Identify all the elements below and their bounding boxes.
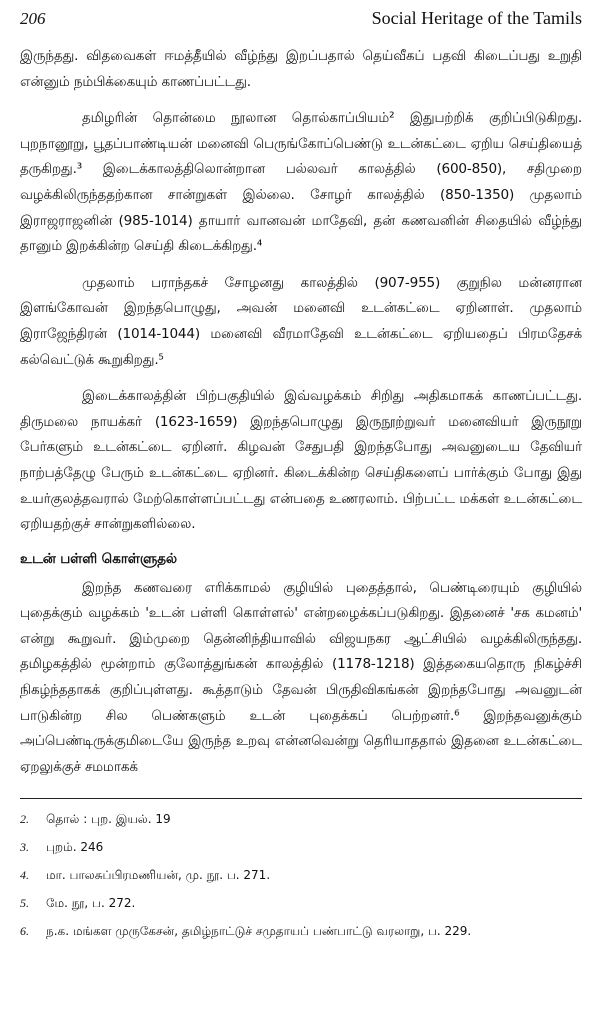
section-heading: உடன் பள்ளி கொள்ளுதல் [20, 550, 177, 567]
footnote [20, 917, 582, 945]
footnote-number: 6. [20, 924, 29, 939]
footnote [20, 861, 582, 889]
footnote-divider [20, 798, 582, 799]
paragraph: இறந்த கணவரை எரிக்காமல் குழியில் புதைத்தால், பெண்டிரையும் குழியில் புதைக்கும் வழக்கம் 'உடன் பள்ளி கொள்ளல்' என்றழைக்கப்படுகிறது. இதனைச் 'சக கமனம்' என்று கூறுவர். இம்முறை தென்னிந்தியாவில் விஜயநகர ஆட்சியில் வழக்கிலிருந்தது. தமிழகத்தில் மூன்றாம் குலோத்துங்கன் காலத்தில் (1178-1218) இத்தகையதொரு நிகழ்ச்சி நிகழ்ந்ததாகக் குறிப்புள்ளது. கூத்தாடும் தேவன் பிருதிவிகங்கன் இறந்தபோது அவனுடன் பாடுகின்ற சில பெண்களும் உடன் புதைக்கப் பெற்றனர்.⁶ இறந்தவனுக்கும் அப்பெண்டிருக்குமிடையே இருந்த உறவு என்னவென்று தெரியாததால் இதனை உடன்கட்டை ஏறலுக்குச் சமமாகக் [20, 579, 582, 775]
paragraph: இடைக்காலத்தின் பிற்பகுதியில் இவ்வழக்கம் சிறிது அதிகமாகக் காணப்பட்டது. திருமலை நாயக்கர் (1623-1659) இறந்தபொழுது இருநூற்றுவர் மனைவியர் இருநூறு பேர்களும் உடன்கட்டை ஏறினர். கிழவன் சேதுபதி இறந்தபோது அவனுடைய தேவியர் நாற்பத்தேழு பேரும் உடன்கட்டை ஏறினர். கிடைக்கின்ற செய்திகளைப் பார்க்கும் போது இது உயர்குலத்தவரால் மேற்கொள்ளப்பட்டது என்பதை உணரலாம். பிற்பட்ட மக்கள் உடன்கட்டை ஏறியதற்குச் சான்றுகளில்லை. [20, 388, 582, 533]
footnote [20, 833, 582, 861]
footnote-text: மே. நூ, ப. 272. [46, 896, 136, 911]
paragraph-continued: இருந்தது. விதவைகள் ஈமத்தீயில் வீழ்ந்து இறப்பதால் தெய்வீகப் பதவி கிடைப்பது உறுதி என்னும் நம்பிக்கையும் காணப்பட்டது. [20, 48, 582, 90]
footnote-number: 5. [20, 896, 29, 911]
page-header [20, 8, 582, 44]
footnote-text: தொல் : புற. இயல். 19 [46, 812, 171, 827]
paragraph: முதலாம் பராந்தகச் சோழனது காலத்தில் (907-955) குறுநில மன்னரான இளங்கோவன் இறந்தபொழுது, அவன் மனைவி உடன்கட்டை ஏறினாள். முதலாம் இராஜேந்திரன் (1014-1044) மனைவி வீரமாதேவி உடன்கட்டை ஏறியதைப் பிரமதேசக் கல்வெட்டுக் கூறுகிறது.⁵ [20, 274, 582, 368]
running-title: Social Heritage of the Tamils [371, 8, 582, 28]
footnote [20, 889, 582, 917]
paragraph: தமிழரின் தொன்மை நூலான தொல்காப்பியம்² இதுபற்றிக் குறிப்பிடுகிறது. புறநானூறு, பூதப்பாண்டியன் மனைவி பெருங்கோப்பெண்டு உடன்கட்டை ஏறிய செய்தியைத் தருகிறது.³ இடைக்காலத்திலொன்றான பல்லவர் காலத்தில் (600-850), சதிமுறை வழக்கிலிருந்ததற்கான சான்றுகள் இல்லை. சோழர் காலத்தில் (850-1350) முதலாம் இராஜராஜனின் (985-1014) தாயார் வானவன் மாதேவி, தன் கணவனின் சிதையில் வீழ்ந்து தானும் இறக்கின்ற செய்தி கிடைக்கிறது.⁴ [20, 110, 582, 255]
footnote-number: 2. [20, 812, 29, 827]
footnote-number: 3. [20, 840, 29, 855]
page-number: 206 [20, 9, 46, 28]
footnote-text: புறம். 246 [46, 840, 104, 855]
page-body [20, 44, 582, 780]
footnote-text: மா. பாலசுப்பிரமணியன், மு. நூ. ப. 271. [46, 868, 271, 883]
footnote [20, 805, 582, 833]
footnote-text: ந.க. மங்கள முருகேசன், தமிழ்நாட்டுச் சமுதாயப் பண்பாட்டு வரலாறு, ப. 229. [46, 924, 472, 939]
footnotes [20, 805, 582, 945]
footnote-number: 4. [20, 868, 29, 883]
